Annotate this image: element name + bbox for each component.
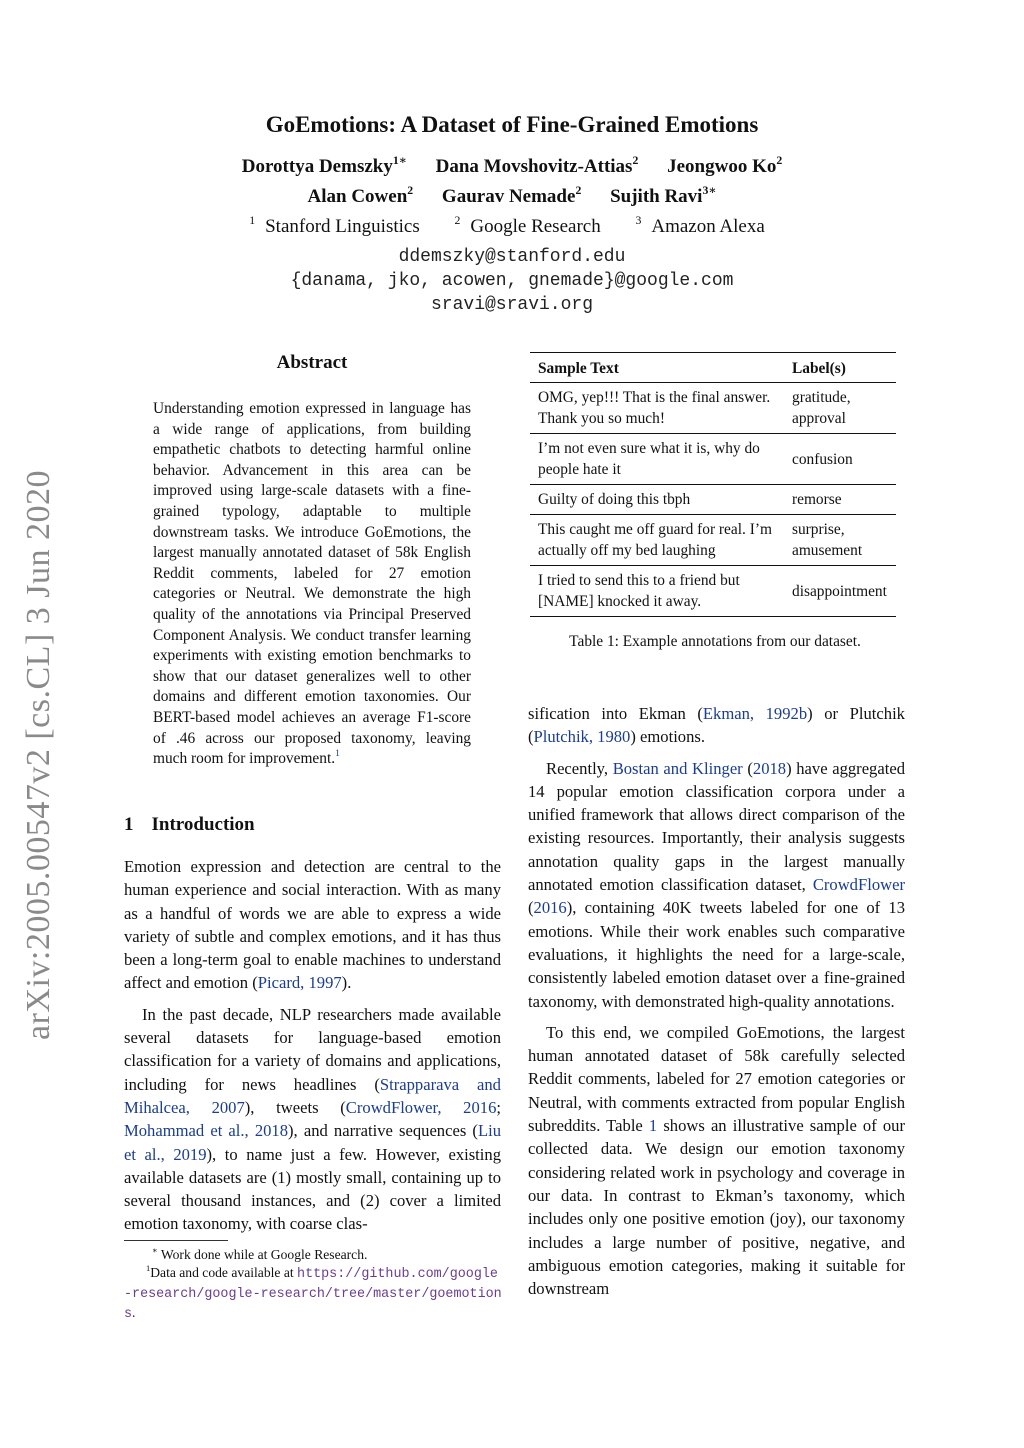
label-cell: disappointment	[784, 566, 896, 617]
author-movshovitz-attias: Dana Movshovitz-Attias$^2$	[435, 153, 639, 177]
label-cell: remorse	[784, 485, 896, 515]
sample-text-cell: OMG, yep!!! That is the final answer. Thank you so much!	[530, 383, 784, 434]
citation-crowdflower-2[interactable]: CrowdFlower	[812, 875, 905, 895]
abstract-heading: Abstract	[276, 352, 348, 373]
author-cowen: Alan Cowen$^2$	[307, 183, 414, 207]
right-column-body	[528, 702, 905, 1300]
paper-title: GoEmotions: A Dataset of Fine-Grained Emotions	[265, 112, 759, 137]
author-ravi: Sujith Ravi$^{3∗}$	[610, 183, 717, 207]
citation-liu[interactable]: Liu et al., 2019	[124, 1121, 501, 1164]
intro-paragraph-1: Emotion expression and detection are central to the human experience and social interaction. With as many as a handful of words we are able to express a wide variety of subtle and complex emotions, and it has thus been a long-term goal to enable machines to understand affect and emotion (Picard, 1997).	[124, 857, 501, 993]
citation-crowdflower[interactable]: CrowdFlower, 2016	[345, 1097, 497, 1117]
intro-paragraph-2: In the past decade, NLP researchers made available several datasets for language-based emotion classification for a variety of domains and applications, including for news headlines (Strapparava and Mihalcea, 2007), tweets (CrowdFlower, 2016; Mohammad et al., 2018), and narrative sequences (Liu et al., 2019), to name just a few. However, existing available datasets are (1) mostly small, containing up to several thousand instances, and (2) cover a limited emotion taxonomy, with coarse clas-	[124, 1004, 501, 1234]
table-row	[530, 383, 896, 434]
footnote-1: $^1$Data and code available at https://github.com/google-research/google-research/tree/master/goemotions.	[124, 1262, 502, 1322]
sample-text-cell: I’m not even sure what it is, why do people hate it	[530, 434, 784, 485]
table-row	[530, 434, 896, 485]
footnote-ref-1: 1	[335, 748, 340, 760]
citation-plutchik[interactable]: Plutchik, 1980	[533, 727, 631, 747]
affiliations	[0, 213, 1024, 238]
citation-strapparava[interactable]: Strapparava and Mihalcea, 2007	[124, 1074, 501, 1117]
sample-text-cell: I tried to send this to a friend but [NAME] knocked it away.	[530, 566, 784, 617]
table-row	[530, 515, 896, 566]
arxiv-identifier: arXiv:2005.00547v2 [cs.CL] 3 Jun 2020	[20, 469, 57, 1040]
citation-ekman[interactable]: Ekman, 1992b	[702, 704, 808, 723]
example-table	[530, 352, 896, 617]
section-heading-introduction: 1 Introduction	[124, 814, 255, 835]
author-ko: Jeongwoo Ko$^2$	[667, 153, 783, 177]
footnote-star: ∗ Work done while at Google Research.	[152, 1244, 368, 1262]
right-paragraph-2: Recently, Bostan and Klinger (2018) have aggregated 14 popular emotion classification corpora under a unified framework that allows direct comparison of the existing resources. Importantly, their analysis suggests annotation quality gaps in the largest manually annotated emotion classification dataset, CrowdFlower (2016), containing 40K tweets labeled for one of 13 emotions. While their work enables such comparative evaluations, it highlights the need for a large-scale, consistently labeled emotion dataset over a fine-grained taxonomy, with demonstrated high-quality annotations.	[528, 758, 905, 1011]
right-paragraph-1: sification into Ekman (Ekman, 1992b) or Plutchik (Plutchik, 1980) emotions.	[528, 704, 905, 747]
affiliation-google: $^2$ Google Research	[454, 213, 601, 237]
author-line-1	[0, 153, 1024, 178]
label-cell: gratitude, approval	[784, 383, 896, 434]
citation-mohammad[interactable]: Mohammad et al., 2018	[124, 1121, 289, 1141]
author-nemade: Gaurav Nemade$^2$	[441, 183, 582, 207]
footnote-rule	[124, 1240, 228, 1241]
author-demszky: Dorottya Demszky$^{1∗}$	[241, 153, 407, 177]
github-link[interactable]: https://github.com/google-research/google-research/tree/master/goemotions	[124, 1267, 502, 1322]
table-row	[530, 566, 896, 617]
table-caption: Table 1: Example annotations from our dataset.	[569, 633, 861, 650]
table-header-row	[530, 353, 896, 383]
citation-bostan-year[interactable]: 2018	[752, 758, 787, 778]
affiliation-amazon: $^3$ Amazon Alexa	[635, 213, 765, 237]
citation-bostan-klinger[interactable]: Bostan and Klinger	[612, 758, 743, 778]
column-header-labels: Label(s)	[784, 353, 896, 383]
sample-text-cell: Guilty of doing this tbph	[530, 485, 784, 515]
label-cell: confusion	[784, 434, 896, 485]
label-cell: surprise, amusement	[784, 515, 896, 566]
table-row	[530, 485, 896, 515]
right-paragraph-3: To this end, we compiled GoEmotions, the largest human annotated dataset of 58k carefully selected Reddit comments, labeled for 27 emotion categories or Neutral, with comments extracted from popular English subreddits. Table 1 shows an illustrative sample of our collected data. We design our emotion taxonomy considering related work in psychology and coverage in our data. In contrast to Ekman’s taxonomy, which includes only one positive emotion (joy), our taxonomy includes a large number of positive, negative, and ambiguous emotion categories, making it suitable for downstream	[528, 1022, 905, 1299]
affiliation-stanford: $^1$ Stanford Linguistics	[249, 213, 420, 237]
sample-text-cell: This caught me off guard for real. I’m actually off my bed laughing	[530, 515, 784, 566]
email-google: {danama, jko, acowen, gnemade}@google.com	[290, 271, 734, 291]
citation-crowdflower-year[interactable]: 2016	[533, 898, 567, 918]
email-stanford: ddemszky@stanford.edu	[398, 247, 626, 267]
abstract-text: Understanding emotion expressed in language has a wide range of applications, from building empathetic chatbots to detecting harmful online behavior. Advancement in this area can be improved using large-scale datasets with a fine-grained typology, adaptable to multiple downstream tasks. We introduce GoEmotions, the largest manually annotated dataset of 58k English Reddit comments, labeled for 27 emotion categories or Neutral. We demonstrate the high quality of the annotations via Principal Preserved Component Analysis. We conduct transfer learning experiments with existing emotion benchmarks to show that our dataset generalizes well to other domains and different emotion taxonomies. Our BERT-based model achieves an average F1-score of .46 across our proposed taxonomy, leaving much room for improvement.$^1$	[153, 400, 471, 768]
citation-picard[interactable]: Picard, 1997	[257, 973, 342, 993]
email-sravi: sravi@sravi.org	[430, 295, 594, 315]
left-column-body	[124, 855, 501, 1236]
author-line-2	[0, 183, 1024, 208]
table-reference-1[interactable]: 1	[648, 1116, 658, 1136]
column-header-sample-text: Sample Text	[530, 353, 784, 383]
